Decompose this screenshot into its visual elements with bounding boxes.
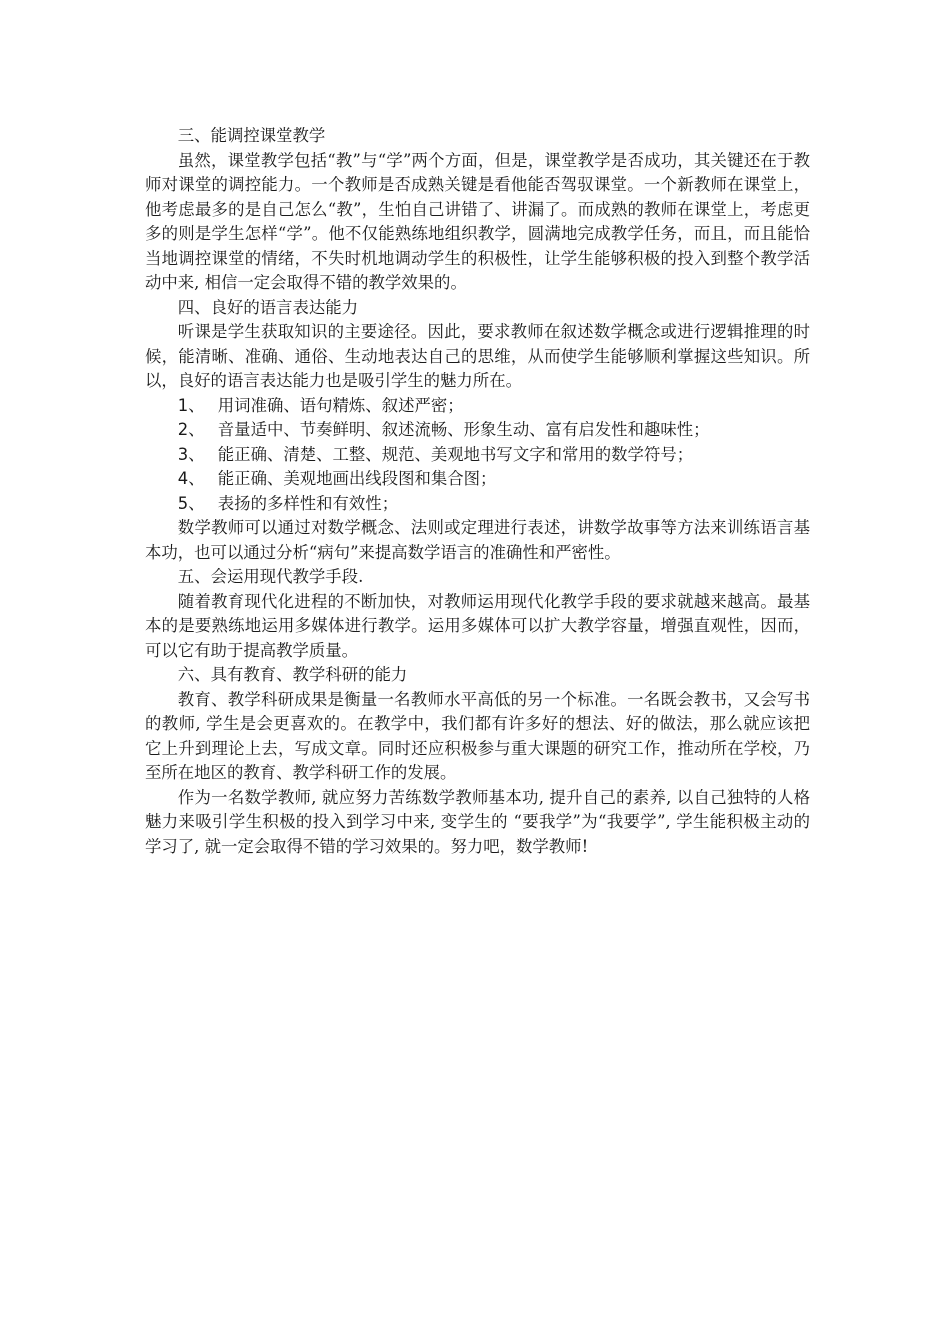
list-text: 能正确、清楚、工整、规范、美观地书写文字和常用的数学符号； [217,444,694,464]
section-heading: 四、良好的语言表达能力 [177,297,359,317]
section-heading: 五、会运用现代教学手段. [177,567,364,586]
section-heading: 三、能调控课堂教学 [177,126,326,145]
paragraph: 虽然，课堂教学包括“教”与“学”两个方面，但是，课堂教学是否成功，其关键还在于教师对课堂的调控能力。一个教师是否成熟关键是看他能否驾驭课堂。一个新教师在课堂上，他考虑最多的是自己怎么“教”，生怕自己讲错了、讲漏了。而成熟的教师在课堂上，考虑更多的则是学生怎样“学”。他不仅能熟练地组织教学，圆满地完成教学任务，而且，而且能恰当地调控课堂的情绪，不失时机地调动学生的积极性，让学生能够积极的投入到整个教学活动中来, 相信一定会取得不错的教学效果的。 [145,150,810,292]
list-item [145,418,810,443]
list-text: 表扬的多样性和有效性； [217,493,399,513]
paragraph: 随着教育现代化进程的不断加快，对教师运用现代化教学手段的要求就越来越高。最基本的是要熟练地运用多媒体进行教学。运用多媒体可以扩大教学容量，增强直观性，因而，可以它有助于提高教学质量。 [145,591,810,660]
list-number: 5、 [177,493,205,513]
paragraph: 作为一名数学教师, 就应努力苦练数学教师基本功, 提升自己的素养, 以自己独特的人格魅力来吸引学生积极的投入到学习中来, 变学生的 “要我学”为“我要学”, 学生能积极主动的学习了, 就一定会取得不错的学习效果的。努力吧，数学教师! [145,787,810,856]
list-text: 能正确、美观地画出线段图和集合图； [217,469,497,488]
section-heading: 六、具有教育、教学科研的能力 [177,665,408,684]
list-item [145,443,810,468]
list-item [145,492,810,517]
list-number: 1、 [177,395,205,415]
list-number: 4、 [177,469,205,488]
list-item [145,394,810,419]
list-number: 3、 [177,444,205,464]
list-text: 音量适中、节奏鲜明、叙述流畅、形象生动、富有启发性和趣味性； [217,420,710,439]
list-number: 2、 [177,420,205,439]
list-item [145,467,810,492]
list-text: 用词准确、语句精炼、叙述严密； [217,395,464,415]
paragraph: 听课是学生获取知识的主要途径。因此，要求教师在叙述数学概念或进行逻辑推理的时候，能清晰、准确、通俗、生动地表达自己的思维，从而使学生能够顺利掌握这些知识。所以，良好的语言表达能力也是吸引学生的魅力所在。 [145,322,810,390]
document-body [145,124,810,859]
paragraph: 教育、教学科研成果是衡量一名教师水平高低的另一个标准。一名既会教书，又会写书的教师, 学生是会更喜欢的。在教学中，我们都有许多好的想法、好的做法，那么就应该把它上升到理论上去，写成文章。同时还应积极参与重大课题的研究工作，推动所在学校，乃至所在地区的教育、教学科研工作的发展。 [145,689,810,782]
paragraph: 数学教师可以通过对数学概念、法则或定理进行表述，讲数学故事等方法来训练语言基本功，也可以通过分析“病句”来提高数学语言的准确性和严密性。 [145,518,810,562]
